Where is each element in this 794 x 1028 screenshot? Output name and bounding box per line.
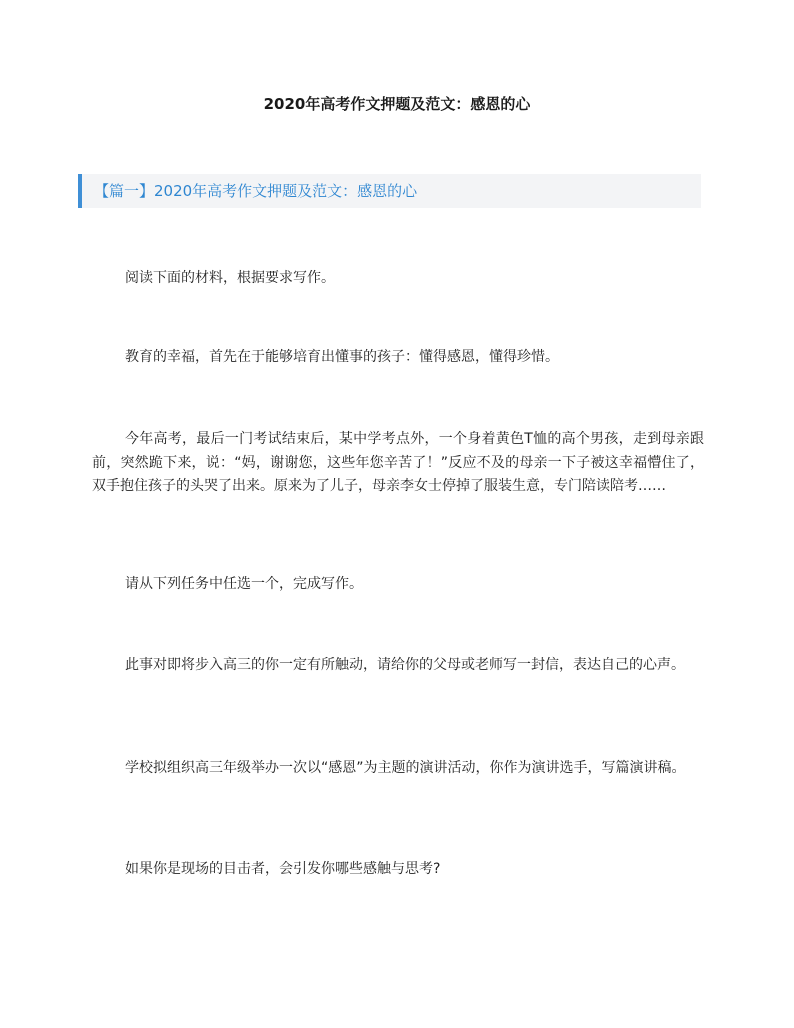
- section-header-label: 【篇一】2020年高考作文押题及范文：感恩的心: [94, 182, 418, 200]
- paragraph-material-story: 今年高考，最后一门考试结束后，某中学考点外，一个身着黄色T恤的高个男孩，走到母亲跟前，突然跪下来，说：“妈，谢谢您，这些年您辛苦了！”反应不及的母亲一下子被这幸福懵住了，双手抱住孩子的头哭了出来。原来为了儿子，母亲李女士停掉了服装生意，专门陪读陪考……: [92, 431, 704, 494]
- page-title: 2020年高考作文押题及范文：感恩的心: [263, 95, 531, 113]
- paragraph-task-letter: 此事对即将步入高三的你一定有所触动，请给你的父母或老师写一封信，表达自己的心声。: [125, 657, 685, 673]
- paragraph-task-speech: 学校拟组织高三年级举办一次以“感恩”为主题的演讲活动，你作为演讲选手，写篇演讲稿。: [125, 760, 686, 776]
- paragraph-instruction: 阅读下面的材料，根据要求写作。: [125, 270, 335, 286]
- paragraph-task-instruction: 请从下列任务中任选一个，完成写作。: [125, 576, 363, 592]
- paragraph-material-intro: 教育的幸福，首先在于能够培育出懂事的孩子：懂得感恩，懂得珍惜。: [125, 349, 559, 365]
- section-header: [78, 174, 701, 208]
- paragraph-task-reflection: 如果你是现场的目击者，会引发你哪些感触与思考?: [125, 861, 441, 877]
